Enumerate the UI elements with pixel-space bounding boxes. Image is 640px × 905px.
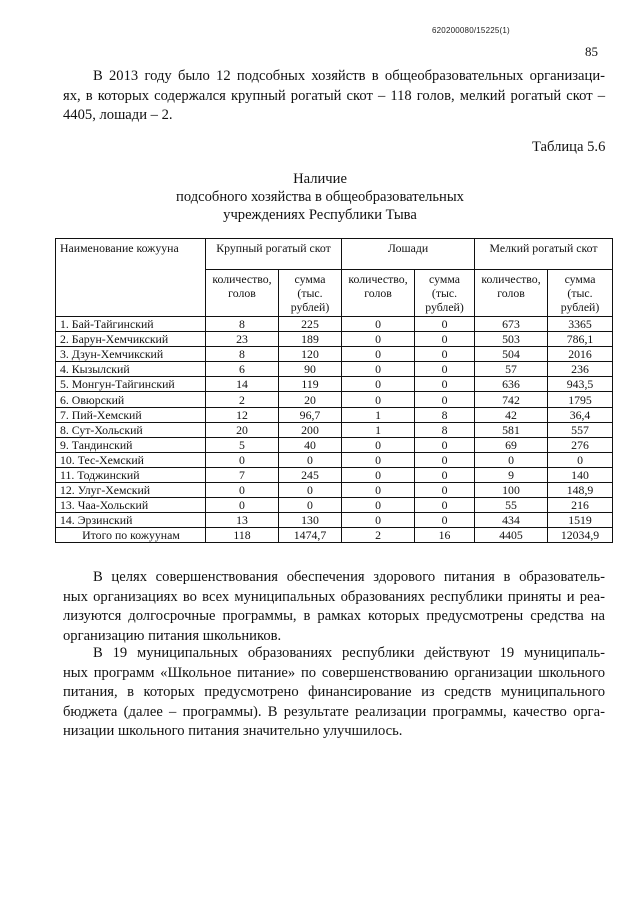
value-cell: 69 [475, 437, 548, 452]
value-cell: 0 [415, 452, 475, 467]
value-cell: 7 [206, 467, 279, 482]
table-row [56, 498, 613, 513]
table-row [56, 347, 613, 362]
table-row [56, 392, 613, 407]
kozhuun-name: 11. Тоджинский [56, 467, 206, 482]
value-cell: 0 [415, 437, 475, 452]
paragraph-nutrition [63, 568, 605, 646]
value-cell: 0 [415, 392, 475, 407]
kozhuun-name: Итого по кожуунам [56, 528, 206, 543]
value-cell: 0 [342, 498, 415, 513]
value-cell: 0 [206, 452, 279, 467]
value-cell: 20 [206, 422, 279, 437]
page-number: 85 [585, 44, 598, 59]
value-cell: 8 [206, 317, 279, 332]
table-row [56, 332, 613, 347]
value-cell: 0 [279, 498, 342, 513]
value-cell: 786,1 [548, 332, 613, 347]
value-cell: 14 [206, 377, 279, 392]
kozhuun-name: 7. Пий-Хемский [56, 407, 206, 422]
table-caption [160, 170, 480, 224]
value-cell: 0 [342, 467, 415, 482]
paragraph-programs [63, 644, 605, 742]
value-cell: 0 [342, 332, 415, 347]
para-line: ных организациях во всех муниципальных образованиях республики приняты и реа- [63, 588, 605, 605]
table-row [56, 422, 613, 437]
value-cell: 16 [415, 528, 475, 543]
value-cell: 636 [475, 377, 548, 392]
value-cell: 42 [475, 407, 548, 422]
value-cell: 557 [548, 422, 613, 437]
value-cell: 200 [279, 422, 342, 437]
value-cell: 0 [279, 452, 342, 467]
intro-paragraph [63, 67, 605, 126]
kozhuun-name: 8. Сут-Хольский [56, 422, 206, 437]
value-cell: 90 [279, 362, 342, 377]
caption-line: подсобного хозяйства в общеобразовательных [176, 189, 464, 205]
value-cell: 12 [206, 407, 279, 422]
value-cell: 2016 [548, 347, 613, 362]
value-cell: 23 [206, 332, 279, 347]
table-row [56, 467, 613, 482]
intro-line: 4405, лошади – 2. [63, 107, 173, 124]
header-count: количество, голов [206, 270, 279, 317]
para-line: ных программ «Школьное питание» по совершенствованию организации школьного [63, 664, 605, 681]
kozhuun-name: 9. Тандинский [56, 437, 206, 452]
para-line: лизуются долгосрочные программы, в рамках которых предусмотрены средства на [63, 608, 605, 625]
para-line: В целях совершенствования обеспечения здорового питания в образователь- [93, 569, 605, 585]
value-cell: 57 [475, 362, 548, 377]
value-cell: 9 [475, 467, 548, 482]
value-cell: 140 [548, 467, 613, 482]
value-cell: 504 [475, 347, 548, 362]
value-cell: 742 [475, 392, 548, 407]
value-cell: 673 [475, 317, 548, 332]
value-cell: 1474,7 [279, 528, 342, 543]
value-cell: 0 [415, 377, 475, 392]
value-cell: 12034,9 [548, 528, 613, 543]
value-cell: 943,5 [548, 377, 613, 392]
value-cell: 0 [342, 377, 415, 392]
table-body [56, 317, 613, 543]
value-cell: 2 [206, 392, 279, 407]
value-cell: 0 [342, 452, 415, 467]
value-cell: 0 [342, 437, 415, 452]
header-group-small-cattle: Мелкий рогатый скот [475, 239, 613, 270]
value-cell: 0 [342, 347, 415, 362]
table-row [56, 407, 613, 422]
table-row [56, 362, 613, 377]
value-cell: 0 [475, 452, 548, 467]
document-code: 620200080/15225(1) [432, 26, 510, 35]
para-line: питания, в которых предусмотрено финансирование из средств муниципального [63, 684, 605, 701]
para-line: низации школьного питания значительно улучшилось. [63, 723, 403, 740]
value-cell: 100 [475, 483, 548, 498]
value-cell: 0 [342, 392, 415, 407]
value-cell: 13 [206, 513, 279, 528]
value-cell: 2 [342, 528, 415, 543]
header-name: Наименование кожууна [56, 239, 206, 317]
kozhuun-name: 1. Бай-Тайгинский [56, 317, 206, 332]
header-count: количество, голов [475, 270, 548, 317]
value-cell: 0 [415, 467, 475, 482]
farm-table [55, 238, 613, 543]
value-cell: 6 [206, 362, 279, 377]
value-cell: 118 [206, 528, 279, 543]
value-cell: 0 [342, 317, 415, 332]
para-line: бюджета (далее – программы). В результате реализации программы, качество орга- [63, 703, 605, 720]
header-sum: сумма (тыс. рублей) [548, 270, 613, 317]
value-cell: 119 [279, 377, 342, 392]
para-line: В 19 муниципальных образованиях республики действуют 19 муниципаль- [93, 645, 605, 661]
intro-line: ях, в которых содержался крупный рогатый скот – 118 голов, мелкий рогатый скот – [63, 87, 605, 104]
kozhuun-name: 6. Овюрский [56, 392, 206, 407]
value-cell: 0 [415, 483, 475, 498]
value-cell: 236 [548, 362, 613, 377]
value-cell: 20 [279, 392, 342, 407]
table-row [56, 437, 613, 452]
value-cell: 0 [206, 483, 279, 498]
value-cell: 189 [279, 332, 342, 347]
value-cell: 0 [548, 452, 613, 467]
kozhuun-name: 14. Эрзинский [56, 513, 206, 528]
table-row [56, 452, 613, 467]
kozhuun-name: 3. Дзун-Хемчикский [56, 347, 206, 362]
value-cell: 0 [415, 498, 475, 513]
value-cell: 0 [415, 513, 475, 528]
caption-line: Наличие [293, 171, 347, 187]
value-cell: 5 [206, 437, 279, 452]
value-cell: 36,4 [548, 407, 613, 422]
header-group-cattle: Крупный рогатый скот [206, 239, 342, 270]
header-sum: сумма (тыс. рублей) [279, 270, 342, 317]
value-cell: 1 [342, 407, 415, 422]
kozhuun-name: 2. Барун-Хемчикский [56, 332, 206, 347]
value-cell: 216 [548, 498, 613, 513]
value-cell: 0 [415, 362, 475, 377]
value-cell: 0 [342, 362, 415, 377]
table-row [56, 317, 613, 332]
value-cell: 0 [415, 317, 475, 332]
table-row [56, 483, 613, 498]
value-cell: 0 [206, 498, 279, 513]
value-cell: 0 [342, 513, 415, 528]
header-sum: сумма (тыс. рублей) [415, 270, 475, 317]
header-count: количество, голов [342, 270, 415, 317]
kozhuun-name: 13. Чаа-Хольский [56, 498, 206, 513]
value-cell: 8 [206, 347, 279, 362]
value-cell: 0 [415, 347, 475, 362]
header-group-horses: Лошади [342, 239, 475, 270]
value-cell: 434 [475, 513, 548, 528]
value-cell: 8 [415, 407, 475, 422]
value-cell: 4405 [475, 528, 548, 543]
kozhuun-name: 12. Улуг-Хемский [56, 483, 206, 498]
kozhuun-name: 4. Кызылский [56, 362, 206, 377]
value-cell: 581 [475, 422, 548, 437]
table-row [56, 513, 613, 528]
value-cell: 120 [279, 347, 342, 362]
value-cell: 503 [475, 332, 548, 347]
value-cell: 96,7 [279, 407, 342, 422]
value-cell: 1 [342, 422, 415, 437]
value-cell: 1795 [548, 392, 613, 407]
table-label: Таблица 5.6 [532, 139, 606, 155]
value-cell: 0 [279, 483, 342, 498]
value-cell: 3365 [548, 317, 613, 332]
para-line: организацию питания школьников. [63, 627, 282, 644]
kozhuun-name: 5. Монгун-Тайгинский [56, 377, 206, 392]
kozhuun-name: 10. Тес-Хемский [56, 452, 206, 467]
value-cell: 130 [279, 513, 342, 528]
table-total-row [56, 528, 613, 543]
value-cell: 0 [342, 483, 415, 498]
value-cell: 225 [279, 317, 342, 332]
value-cell: 1519 [548, 513, 613, 528]
value-cell: 148,9 [548, 483, 613, 498]
intro-line: В 2013 году было 12 подсобных хозяйств в общеобразовательных организаци- [93, 68, 605, 84]
value-cell: 0 [415, 332, 475, 347]
value-cell: 55 [475, 498, 548, 513]
caption-line: учреждениях Республики Тыва [223, 207, 417, 223]
value-cell: 276 [548, 437, 613, 452]
table-row [56, 377, 613, 392]
value-cell: 40 [279, 437, 342, 452]
value-cell: 245 [279, 467, 342, 482]
value-cell: 8 [415, 422, 475, 437]
